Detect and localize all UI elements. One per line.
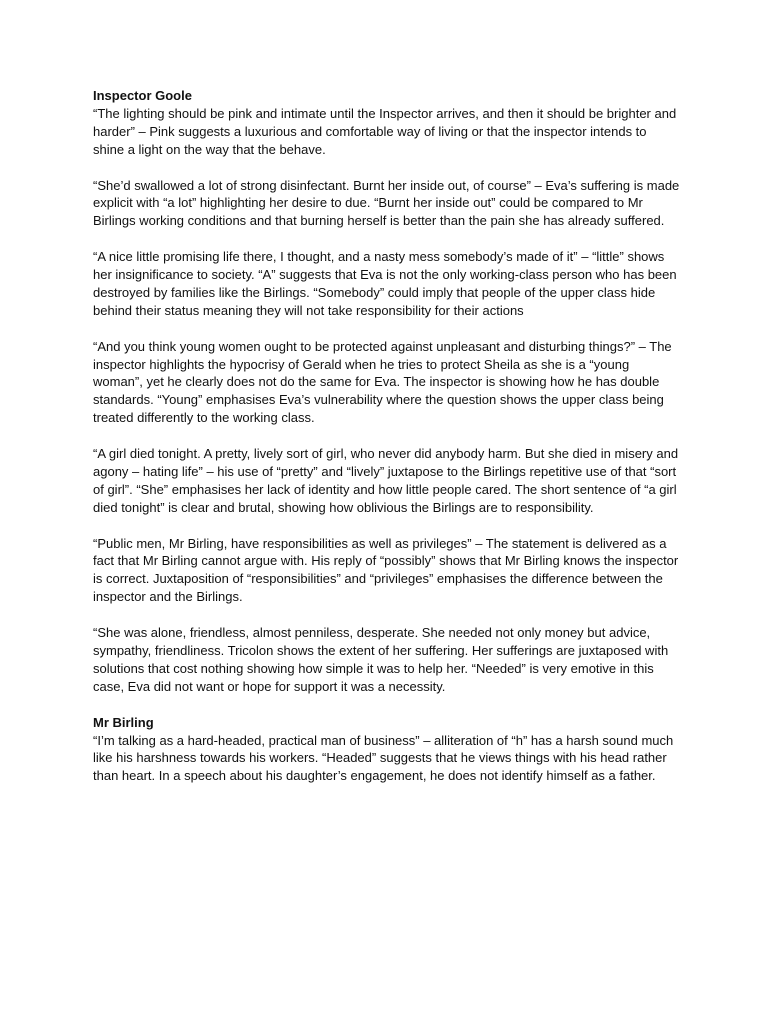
paragraph-disinfectant-quote: “She’d swallowed a lot of strong disinfectant. Burnt her inside out, of course” – Eva’s suffering is made explicit with “a lot” highlighting her desire to due. “Burnt her inside out” could be compared to Mr Birlings working conditions and that burning herself is better than the pain she has already suffered. [93,177,680,229]
paragraph-hard-headed-quote: “I’m talking as a hard-headed, practical man of business” – alliteration of “h” has a harsh sound much like his harshness towards his workers. “Headed” suggests that he views things with his head rather than heart. In a speech about his daughter’s engagement, he does not identify himself as a father. [93,732,674,784]
section-heading-inspector-goole: Inspector Goole [93,88,192,103]
paragraph-promising-life-quote: “A nice little promising life there, I thought, and a nasty mess somebody’s made of it” – “little” shows her insignificance to society. “A” suggests that Eva is not the only working-class person who has been destroyed by families like the Birlings. “Somebody” could imply that people of the upper class hide behind their status meaning they will not take responsibility for their actions [93,249,677,318]
document-page [93,87,681,785]
section-heading-mr-birling: Mr Birling [93,714,154,730]
paragraph-lighting-quote: “The lighting should be pink and intimate until the Inspector arrives, and then it should be brighter and harder” – Pink suggests a luxurious and comfortable way of living or that the inspector intends to shine a light on the way that the behave. [93,105,677,157]
paragraph-girl-died-quote: “A girl died tonight. A pretty, lively sort of girl, who never did anybody harm. But she died in misery and agony – hating life” – his use of “pretty” and “lively” juxtapose to the Birlings repetitive use of that “sort of girl”. “She” emphasises her lack of identity and how little people cared. The short sentence of “a girl died tonight” is clear and brutal, showing how oblivious the Birlings are to responsibility. [93,446,679,515]
paragraph-alone-friendless-quote: “She was alone, friendless, almost penniless, desperate. She needed not only money but advice, sympathy, friendliness. Tricolon shows the extent of her suffering. Her sufferings are juxtaposed with solutions that cost nothing showing how simple it was to help her. “Needed” is very emotive in this case, Eva did not want or hope for support it was a necessity. [93,625,669,694]
paragraph-public-men-quote: “Public men, Mr Birling, have responsibilities as well as privileges” – The statement is delivered as a fact that Mr Birling cannot argue with. His reply of “possibly” shows that Mr Birling knows the inspector is correct. Juxtaposition of “responsibilities” and “privileges” emphasises the difference between the inspector and the Birlings. [93,535,679,605]
paragraph-young-women-quote: “And you think young women ought to be protected against unpleasant and disturbing things?” – The inspector highlights the hypocrisy of Gerald when he tries to protect Sheila as she is a “young woman”, yet he clearly does not do the same for Eva. The inspector is showing how he has double standards. “Young” emphasises Eva’s vulnerability where the question shows the upper class being treated differently to the working class. [93,338,672,426]
